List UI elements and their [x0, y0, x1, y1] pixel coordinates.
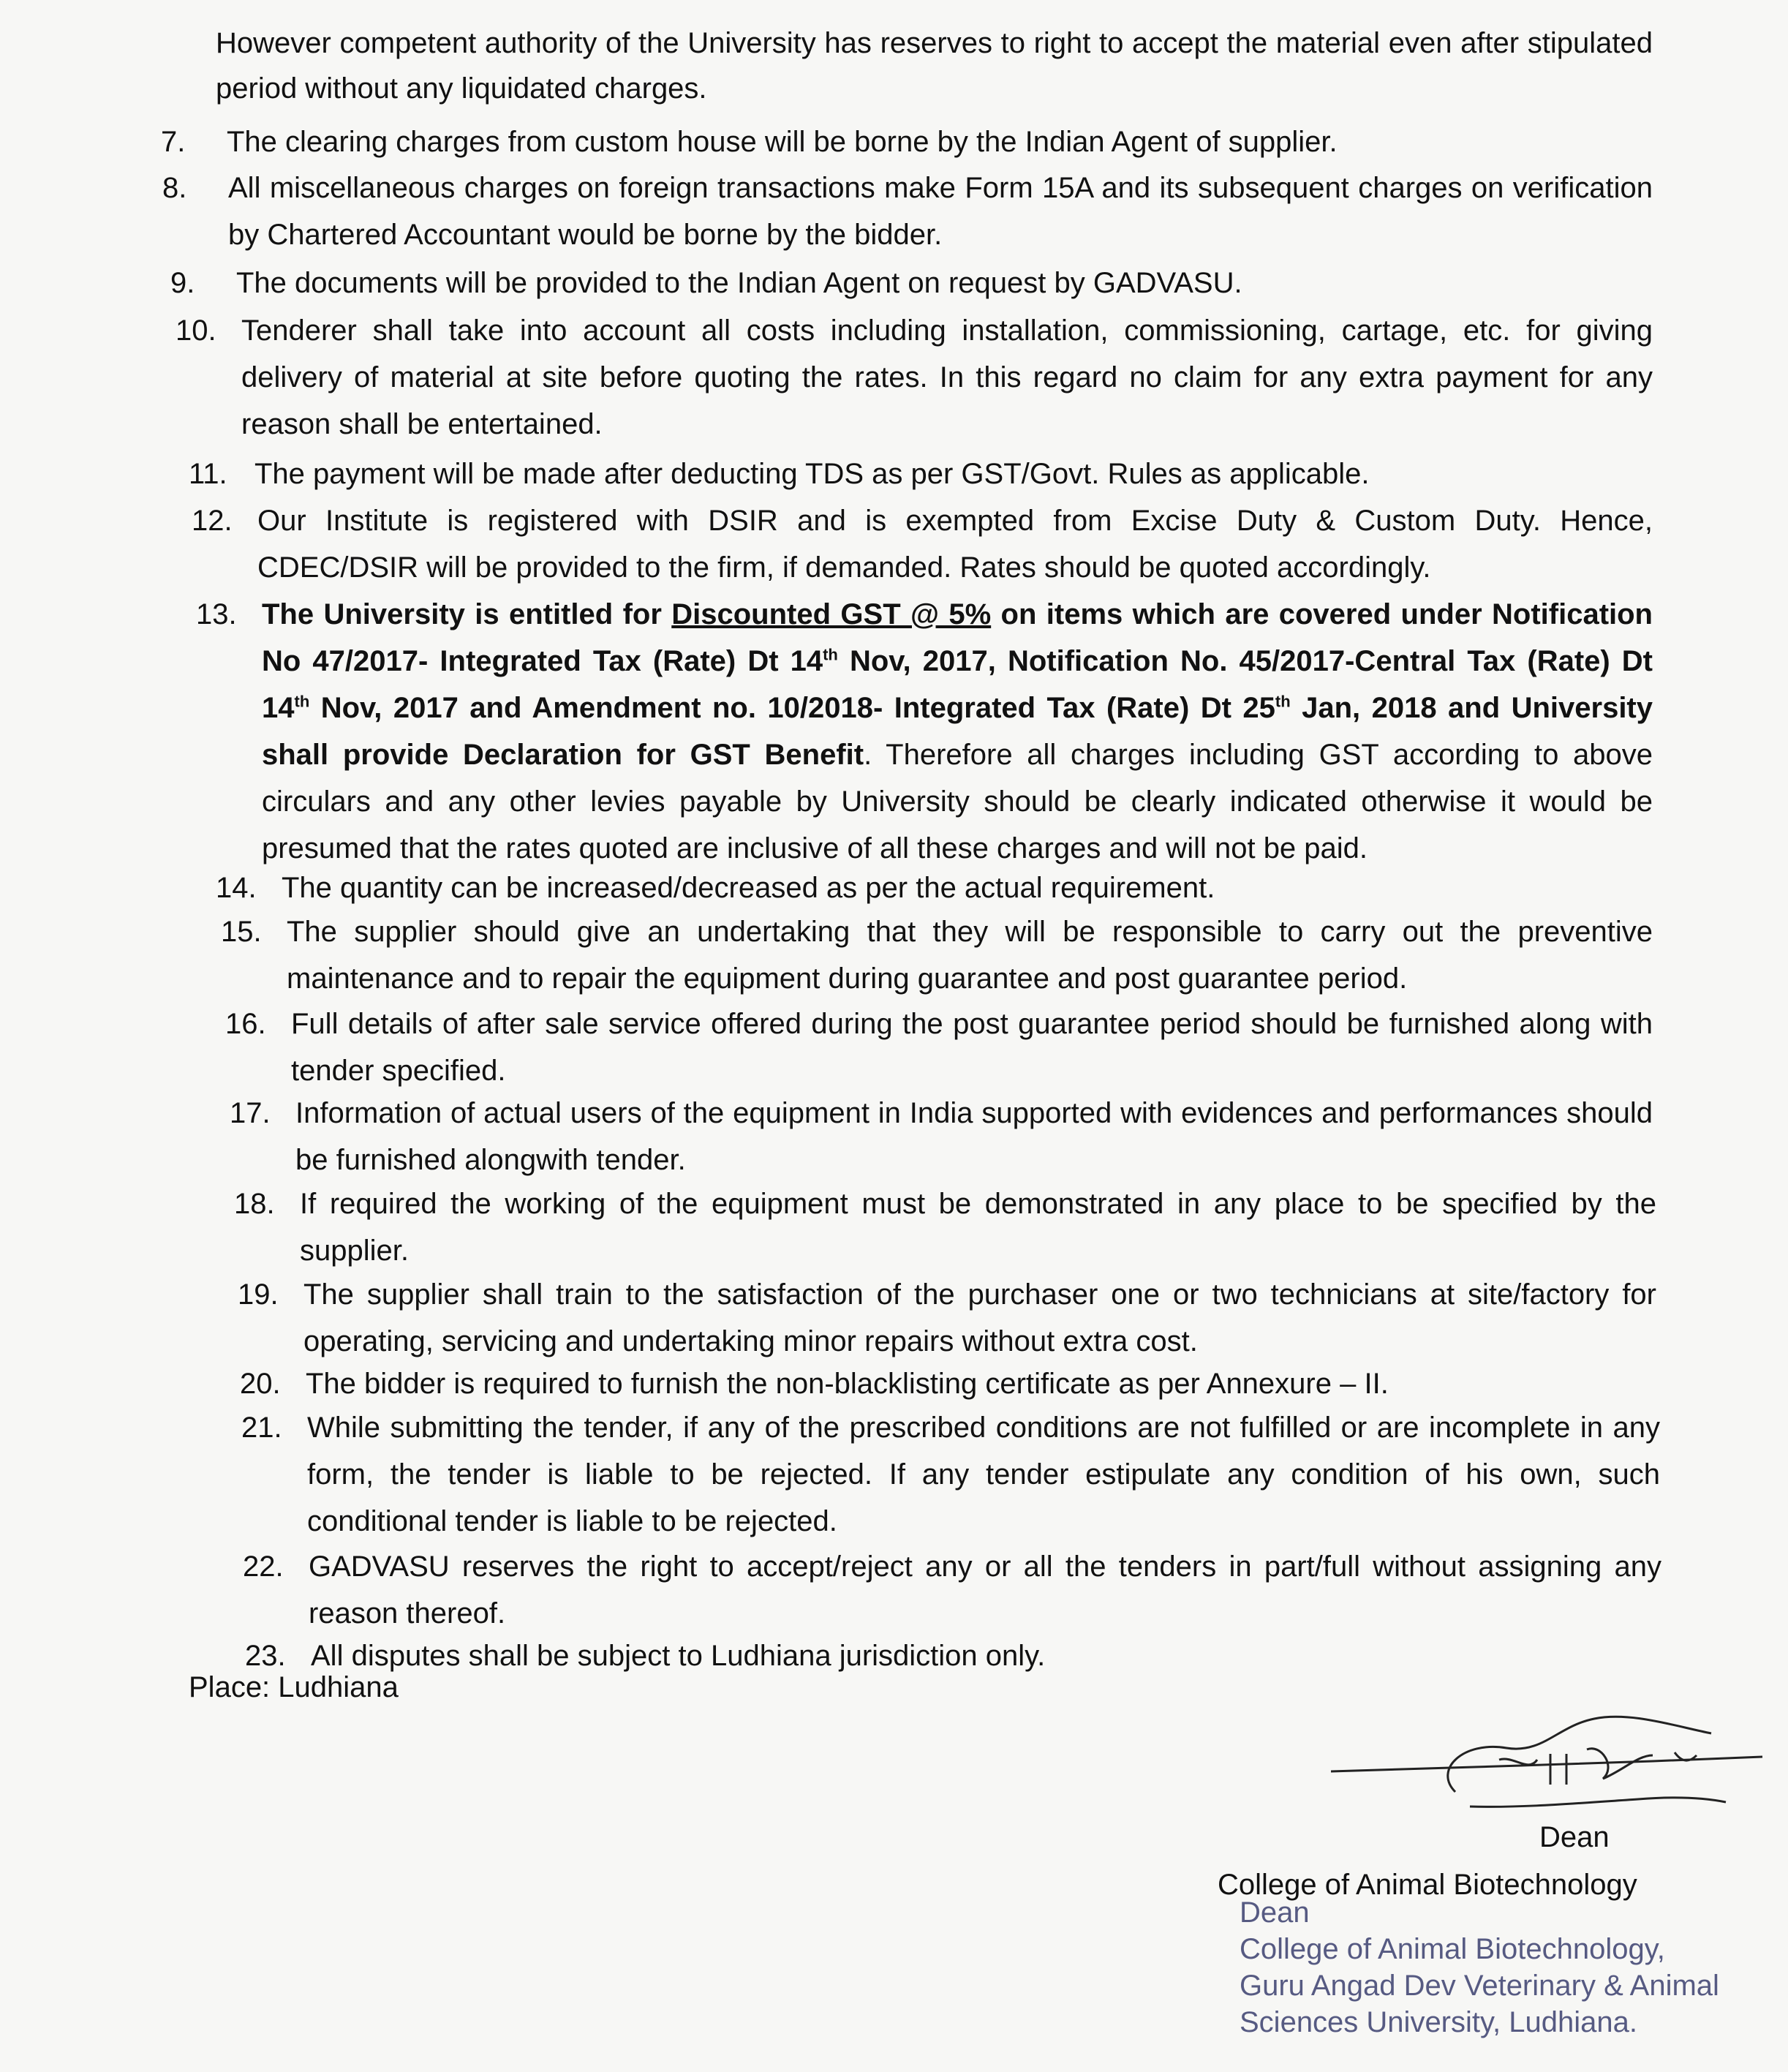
clause-number: 20. [240, 1368, 281, 1400]
gst-entitlement-lead: The University is entitled for [262, 598, 672, 630]
clause-number: 19. [238, 1278, 279, 1311]
clause-text: Our Institute is registered with DSIR and is exempted from Excise Duty & Custom Duty. Hence, CDEC/DSIR will be provided to the firm, if demanded. Rates should be quoted accordingly. [257, 505, 1653, 584]
clause-text: Full details of after sale service offered during the post guarantee period should be furnished along with tender specified. [291, 1008, 1653, 1087]
clause-text [262, 591, 1653, 872]
place-label: Place: Ludhiana [189, 1671, 399, 1703]
clause-16 [225, 1001, 1653, 1094]
clause-number: 8. [162, 172, 187, 204]
clause-12 [192, 497, 1653, 591]
clause-22 [243, 1543, 1661, 1637]
official-stamp [1240, 1894, 1788, 2041]
notification-text: Nov, 2017, Notification No. 45/2017-Central Tax (Rate) Dt 14 [262, 645, 1653, 724]
clause-13-rest: . Therefore all charges including GST according to above circulars and any other levies payable by University should be clearly indicated otherwise it would be presumed that the rates quoted are inclusive of all these charges and will not be paid. [262, 739, 1653, 864]
clause-number: 14. [216, 872, 257, 904]
clause-number: 21. [241, 1412, 282, 1444]
clause-7 [161, 118, 1653, 165]
clause-text: The clearing charges from custom house will be borne by the Indian Agent of supplier. [227, 126, 1338, 158]
clause-9 [170, 260, 1653, 306]
clause-number: 16. [225, 1008, 266, 1040]
clause-23 [245, 1632, 1661, 1679]
clause-text: If required the working of the equipment must be demonstrated in any place to be specified by the supplier. [300, 1188, 1656, 1267]
clause-number: 11. [189, 458, 227, 490]
clause-20 [240, 1360, 1656, 1407]
ordinal-suffix: th [1275, 692, 1291, 711]
clause-11 [189, 451, 1653, 497]
amendment-text: Nov, 2017 and Amendment no. 10/2018- Integrated Tax (Rate) Dt 25 [309, 692, 1275, 724]
clause-18 [234, 1180, 1656, 1274]
notification-text: on items which are covered under Notification No 47/2017- Integrated Tax (Rate) Dt 14 [262, 598, 1653, 677]
clause-19 [238, 1271, 1656, 1365]
clause-number: 15. [221, 916, 262, 948]
clause-15 [221, 908, 1653, 1002]
clause-text: GADVASU reserves the right to accept/reject any or all the tenders in part/full without assigning any reason thereof. [309, 1551, 1661, 1630]
stamp-line: Sciences University, Ludhiana. [1240, 2006, 1637, 2038]
clause-number: 9. [170, 267, 195, 299]
clause-text: Information of actual users of the equipment in India supported with evidences and performances should be furnished alongwith tender. [295, 1097, 1653, 1176]
clause-number: 10. [176, 314, 216, 347]
clause-17 [230, 1090, 1653, 1183]
clause-number: 23. [245, 1640, 286, 1672]
clause-8 [162, 165, 1653, 258]
clause-10 [176, 307, 1653, 448]
dean-signature [1331, 1711, 1770, 1836]
clause-number: 17. [230, 1097, 271, 1129]
clause-text: All miscellaneous charges on foreign transactions make Form 15A and its subsequent charges on verification by Chartered Accountant would be borne by the bidder. [228, 172, 1653, 251]
clause-text: The quantity can be increased/decreased as per the actual requirement. [282, 872, 1215, 904]
clause-number: 18. [234, 1188, 275, 1220]
clause-text: The bidder is required to furnish the non-blacklisting certificate as per Annexure – II. [306, 1368, 1389, 1400]
clause-text: Tenderer shall take into account all costs including installation, commissioning, cartage, etc. for giving delivery of material at site before quoting the rates. In this regard no claim for any extra payment for any reason shall be entertained. [241, 314, 1653, 440]
intro-paragraph: However competent authority of the University has reserves to right to accept the material even after stipulated period without any liquidated charges. [216, 27, 1653, 105]
clause-text: The supplier shall train to the satisfaction of the purchaser one or two technicians at site/factory for operating, servicing and undertaking minor repairs without extra cost. [303, 1278, 1656, 1357]
clause-13 [196, 591, 1653, 872]
dean-title: Dean [1539, 1821, 1610, 1853]
college-name: College of Animal Biotechnology [1218, 1869, 1637, 1901]
stamp-line: College of Animal Biotechnology, [1240, 1933, 1665, 1965]
ordinal-suffix: th [823, 645, 838, 664]
stamp-line: Guru Angad Dev Veterinary & Animal [1240, 1970, 1719, 2002]
clause-number: 7. [161, 126, 186, 158]
clause-text: The payment will be made after deducting TDS as per GST/Govt. Rules as applicable. [254, 458, 1370, 490]
clause-text: The supplier should give an undertaking that they will be responsible to carry out the preventive maintenance and to repair the equipment during guarantee and post guarantee period. [287, 916, 1653, 995]
clause-number: 12. [192, 505, 233, 537]
clause-text: All disputes shall be subject to Ludhiana jurisdiction only. [311, 1640, 1046, 1672]
ordinal-suffix: th [294, 692, 310, 711]
clause-text: While submitting the tender, if any of the prescribed conditions are not fulfilled or are incomplete in any form, the tender is liable to be rejected. If any tender estipulate any condition of his own, such conditional tender is liable to be rejected. [307, 1412, 1660, 1537]
clause-14 [216, 864, 1653, 911]
stamp-line: Dean [1240, 1896, 1310, 1929]
clause-number: 22. [243, 1551, 284, 1583]
clause-21 [241, 1404, 1660, 1545]
clause-text: The documents will be provided to the Indian Agent on request by GADVASU. [236, 267, 1242, 299]
declaration-text: Jan, 2018 and University shall provide Declaration for GST Benefit [262, 692, 1653, 771]
clause-number: 13. [196, 598, 237, 630]
discounted-gst-highlight: Discounted GST @ 5% [671, 598, 992, 630]
